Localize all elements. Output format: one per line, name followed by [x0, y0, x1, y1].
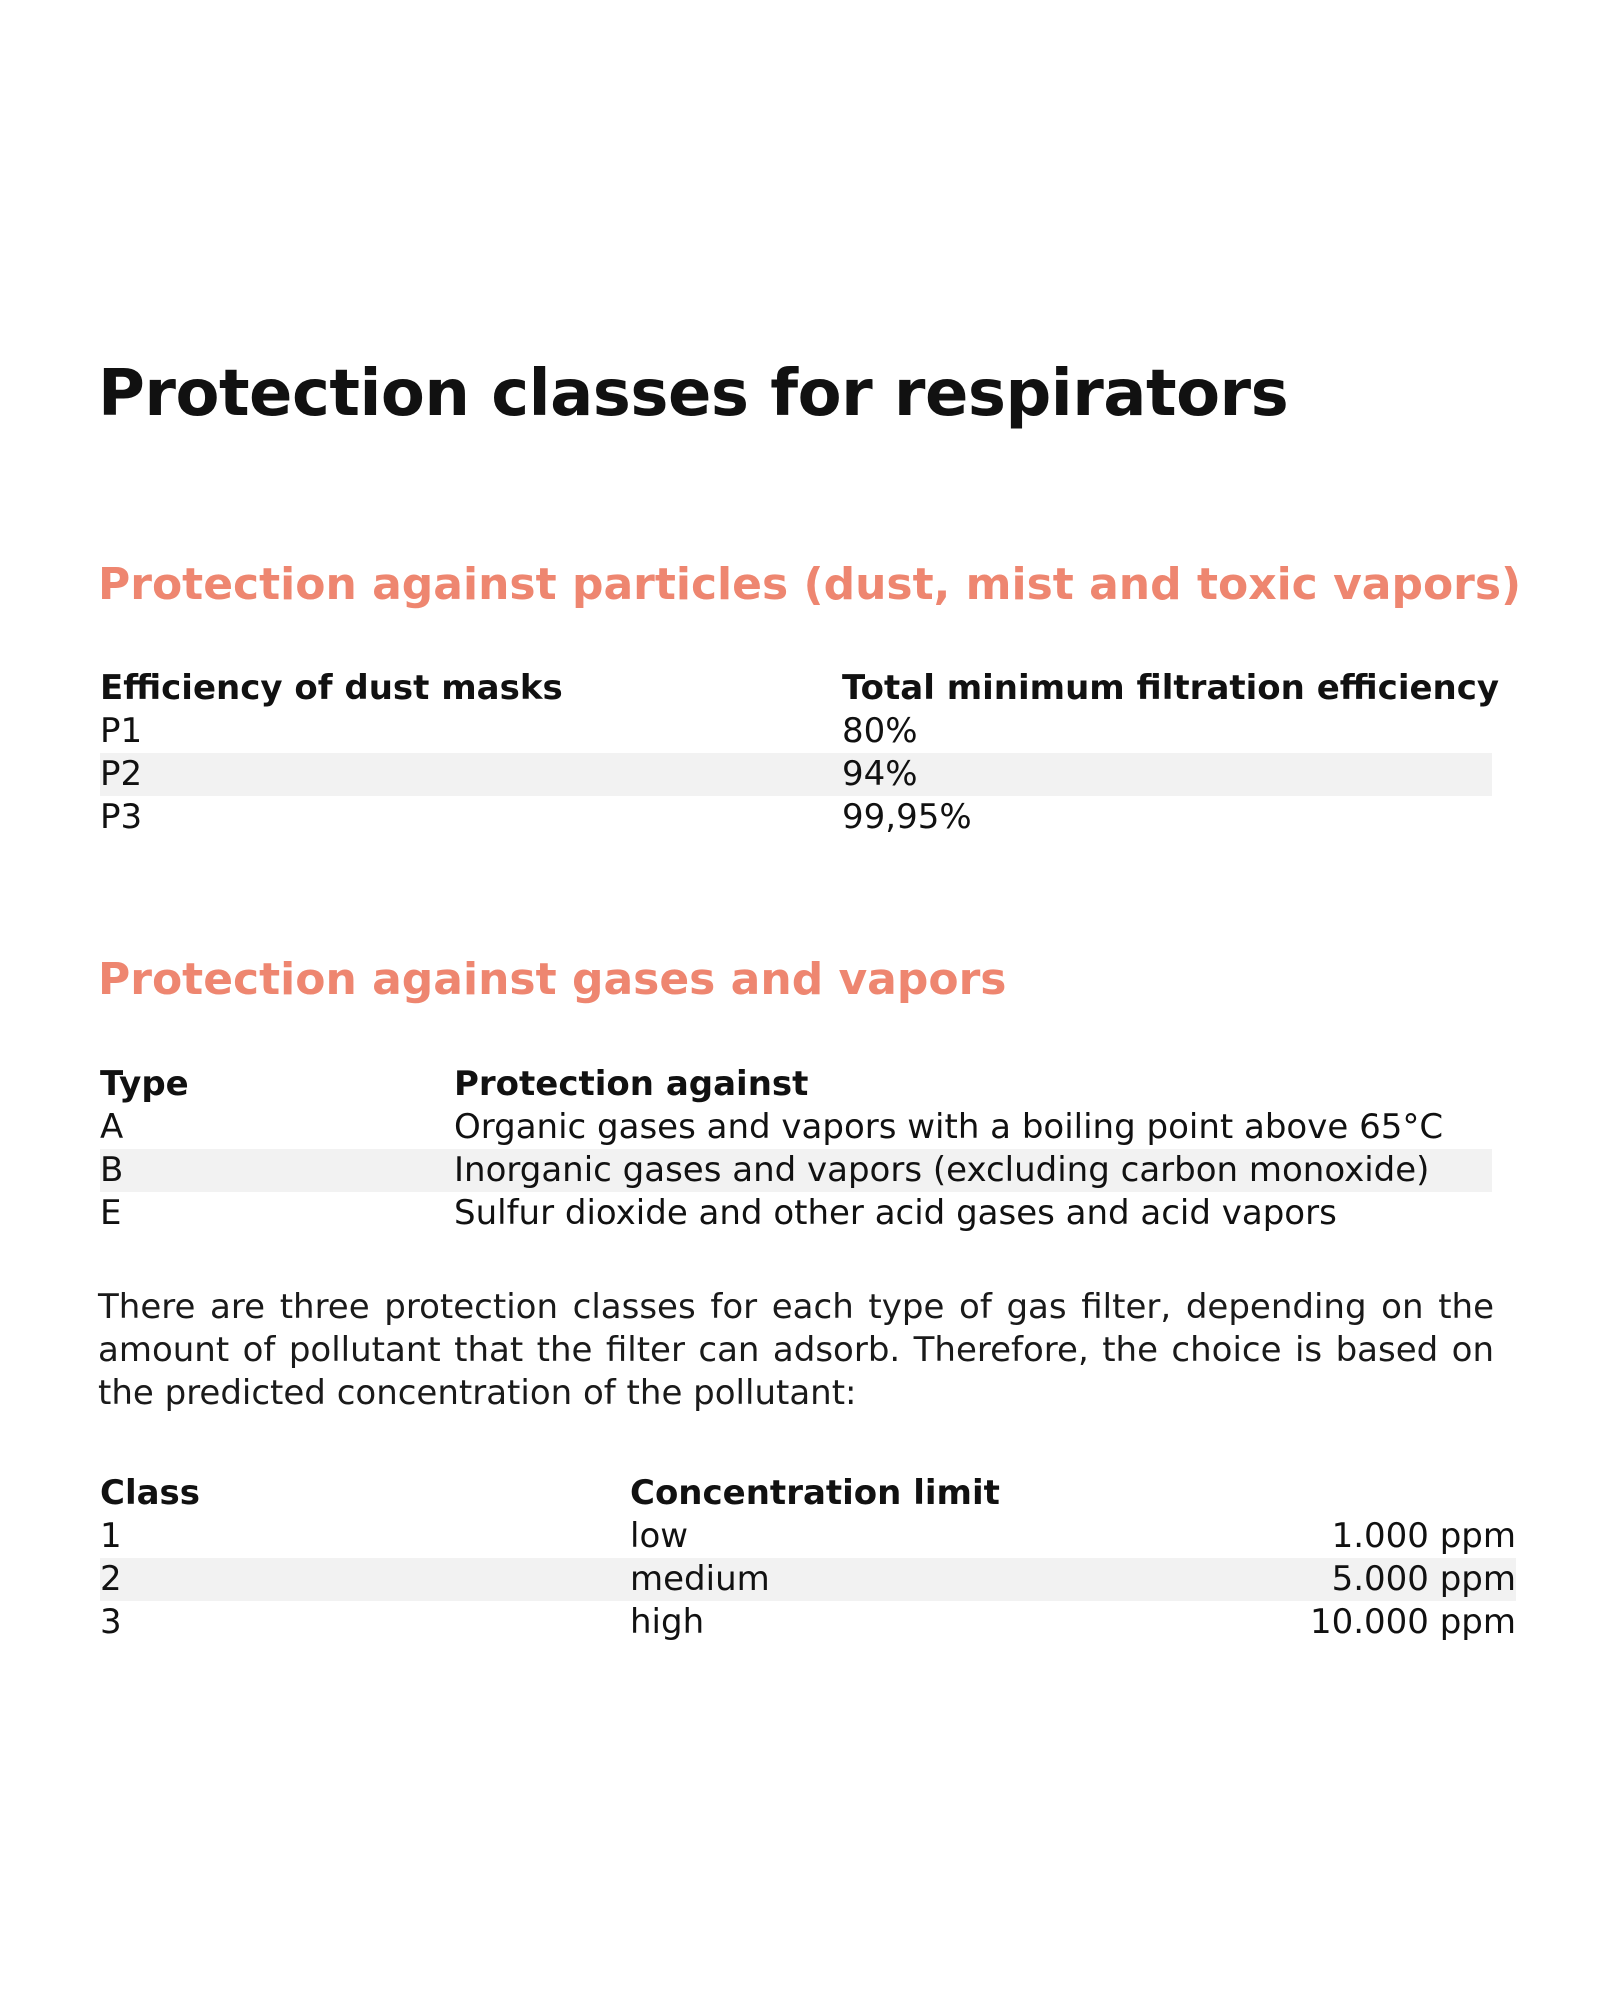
- mask-class-cell: P3: [100, 797, 143, 837]
- column-header: Type: [100, 1064, 189, 1104]
- efficiency-cell: 80%: [842, 711, 918, 751]
- table-row: [100, 753, 1492, 796]
- table-row: [100, 1515, 1516, 1558]
- classes-table: [100, 1472, 1516, 1644]
- filter-type-cell: E: [100, 1193, 122, 1233]
- filter-type-cell: B: [100, 1150, 124, 1190]
- column-header: Concentration limit: [630, 1473, 1000, 1513]
- particles-heading: Protection against particles (dust, mist and toxic vapors): [98, 559, 1522, 610]
- class-number-cell: 2: [100, 1559, 122, 1599]
- protection-cell: Organic gases and vapors with a boiling point above 65°C: [454, 1107, 1444, 1147]
- table-row: [100, 1106, 1492, 1149]
- column-header: Protection against: [454, 1064, 809, 1104]
- class-number-cell: 1: [100, 1516, 122, 1556]
- filter-type-cell: A: [100, 1107, 124, 1147]
- table-header-row: [100, 667, 1500, 710]
- column-header: Total minimum filtration efficiency: [842, 668, 1500, 708]
- concentration-value-cell: 5.000 ppm: [1331, 1559, 1516, 1599]
- table-row: [100, 1601, 1516, 1644]
- table-row: [100, 1558, 1516, 1601]
- page-title: Protection classes for respirators: [98, 357, 1289, 431]
- concentration-value-cell: 1.000 ppm: [1331, 1516, 1516, 1556]
- gases-heading: Protection against gases and vapors: [98, 954, 1007, 1005]
- concentration-level-cell: low: [630, 1516, 689, 1556]
- efficiency-cell: 94%: [842, 754, 918, 794]
- concentration-level-cell: high: [630, 1602, 705, 1642]
- table-row: [100, 710, 1492, 753]
- explanation-paragraph: There are three protection classes for each type of gas filter, depending on the amount of pollutant that the filter can adsorb. Therefore, the choice is based on the predicted concentration of the pollutant:: [98, 1287, 1494, 1413]
- concentration-level-cell: medium: [630, 1559, 770, 1599]
- table-row: [100, 1192, 1492, 1235]
- concentration-value-cell: 10.000 ppm: [1309, 1602, 1516, 1642]
- mask-class-cell: P2: [100, 754, 143, 794]
- protection-cell: Sulfur dioxide and other acid gases and acid vapors: [454, 1193, 1337, 1233]
- mask-class-cell: P1: [100, 711, 143, 751]
- column-header: Class: [100, 1473, 201, 1513]
- gases-table: [100, 1063, 1492, 1235]
- column-header: Efficiency of dust masks: [100, 668, 563, 708]
- class-number-cell: 3: [100, 1602, 122, 1642]
- protection-cell: Inorganic gases and vapors (excluding carbon monoxide): [454, 1150, 1430, 1190]
- particles-table: [100, 667, 1500, 839]
- table-header-row: [100, 1472, 1516, 1515]
- table-header-row: [100, 1063, 1492, 1106]
- table-row: [100, 1149, 1492, 1192]
- table-row: [100, 796, 1492, 839]
- efficiency-cell: 99,95%: [842, 797, 972, 837]
